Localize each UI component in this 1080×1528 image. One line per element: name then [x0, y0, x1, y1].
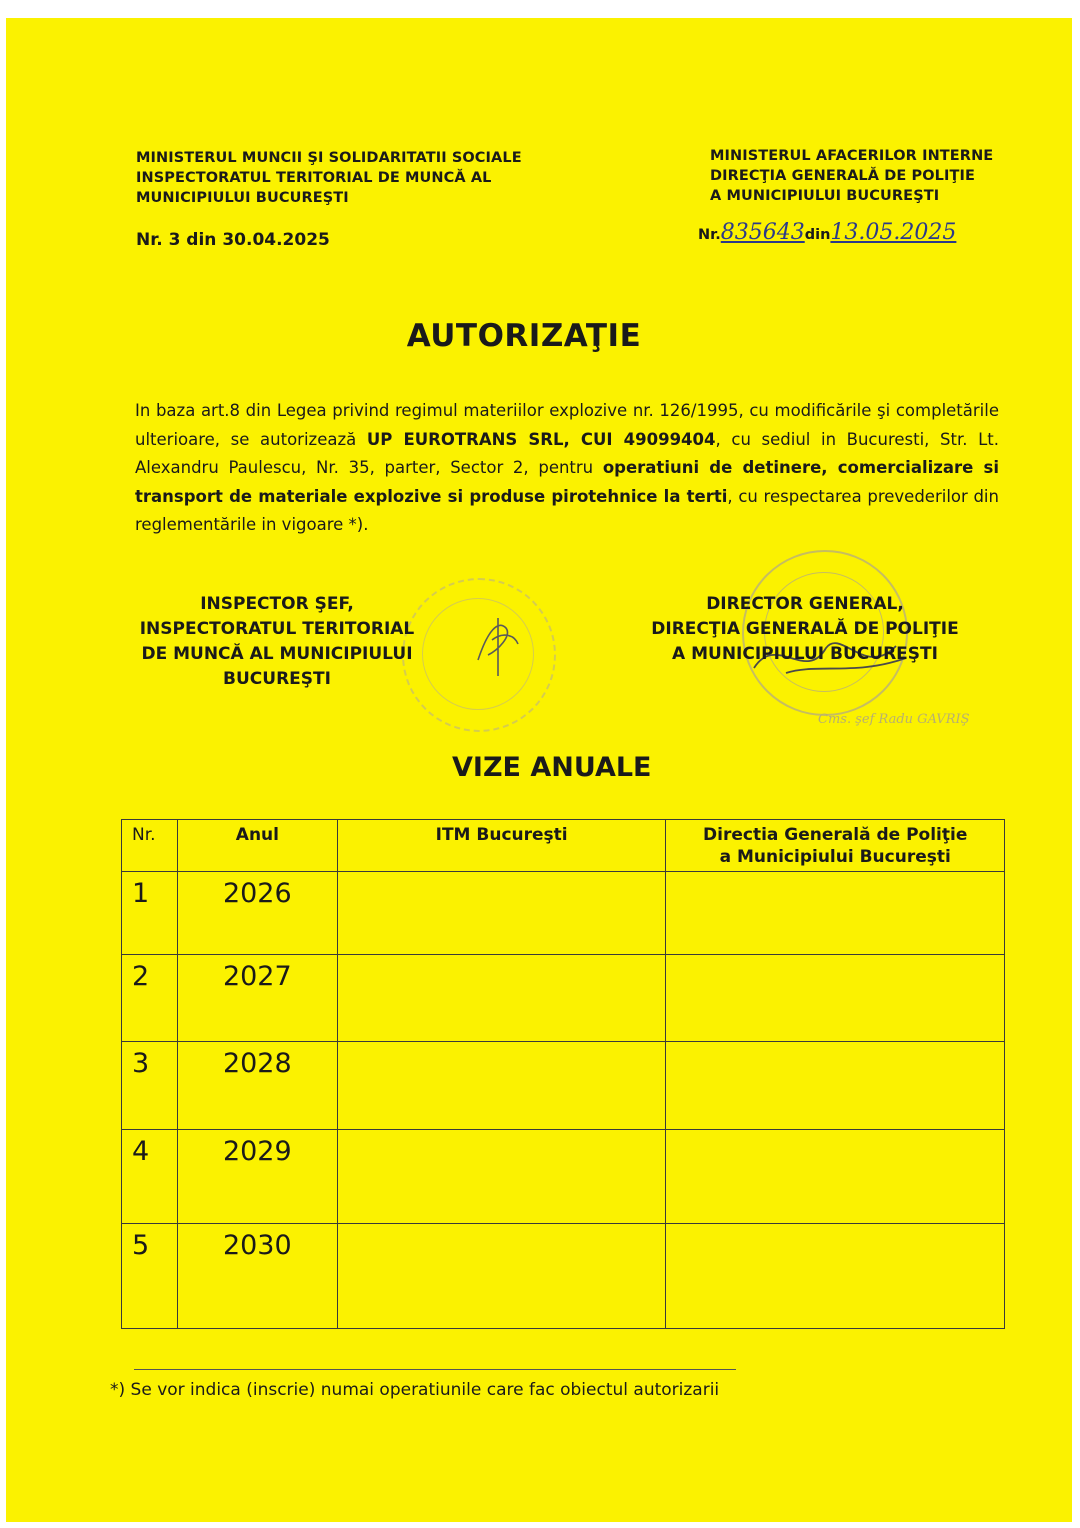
left-sig-line-1: INSPECTOR ŞEF,: [200, 594, 354, 614]
row-year: 2027: [177, 955, 337, 1042]
document-title: AUTORIZAŢIE: [406, 318, 642, 354]
right-header-line-1: MINISTERUL AFACERILOR INTERNE: [710, 148, 994, 164]
left-header-line-2: INSPECTORATUL TERITORIAL DE MUNCĂ AL: [136, 170, 492, 186]
left-sig-line-2: INSPECTORATUL TERITORIAL: [139, 619, 415, 639]
body-part-2: , cu sediul in Bucuresti, Str. Lt. Alexandru Paulescu, Nr. 35, parter, Sector 2, pentru: [135, 429, 1000, 477]
header-dgp: [666, 820, 1005, 872]
table-row: [122, 1224, 1005, 1329]
row-itm-visa: [337, 1042, 666, 1130]
right-signature-block: [640, 592, 970, 667]
row-nr: 3: [122, 1042, 178, 1130]
handwritten-date: 13.05.2025: [830, 220, 957, 245]
table-row: [122, 872, 1005, 955]
row-nr: 4: [122, 1130, 178, 1224]
header-dgp-line-1: Directia Generală de Poliţie: [703, 825, 968, 845]
header-nr: Nr.: [122, 820, 178, 872]
row-year: 2028: [177, 1042, 337, 1130]
signatory-name: Cms. şef Radu GAVRIŞ: [818, 712, 970, 727]
authorized-operations: operatiuni de detinere, comercializare si transport de materiale explozive si produse pirotehnice la terti: [135, 458, 999, 506]
left-sig-line-3: DE MUNCĂ AL MUNICIPIULUI BUCUREŞTI: [141, 644, 413, 689]
nr-label: Nr.: [698, 227, 721, 243]
right-sig-line-1: DIRECTOR GENERAL,: [706, 594, 904, 614]
left-registration-number: Nr. 3 din 30.04.2025: [136, 230, 330, 250]
row-dgp-visa: [666, 1224, 1005, 1329]
left-header-line-1: MINISTERUL MUNCII ŞI SOLIDARITATII SOCIALE: [136, 150, 522, 166]
footnote: *) Se vor indica (inscrie) numai operatiunile care fac obiectul autorizarii: [110, 1380, 720, 1400]
row-itm-visa: [337, 955, 666, 1042]
din-label: din: [804, 227, 831, 243]
header-dgp-line-2: a Municipiului Bucureşti: [719, 847, 951, 867]
row-nr: 2: [122, 955, 178, 1042]
row-dgp-visa: [666, 1130, 1005, 1224]
right-registration-number: [698, 220, 956, 245]
row-itm-visa: [337, 872, 666, 955]
row-nr: 5: [122, 1224, 178, 1329]
table-row: [122, 1130, 1005, 1224]
row-dgp-visa: [666, 955, 1005, 1042]
footnote-divider: [134, 1369, 736, 1370]
company-name: UP EUROTRANS SRL, CUI 49099404: [366, 429, 716, 449]
right-header: [710, 146, 993, 206]
visas-table: [121, 819, 1005, 1329]
row-year: 2029: [177, 1130, 337, 1224]
right-sig-line-3: A MUNICIPIULUI BUCUREŞTI: [672, 644, 938, 664]
body-part-1: In baza art.8 din Legea privind regimul materiilor explozive nr. 126/1995, cu modificările şi completările ulterioare, se autorizează: [135, 401, 999, 449]
left-header: [136, 148, 522, 208]
header-itm: ITM Bucureşti: [337, 820, 666, 872]
left-signature-block: [112, 592, 442, 692]
table-row: [122, 1042, 1005, 1130]
left-header-line-3: MUNICIPIULUI BUCUREŞTI: [136, 190, 349, 206]
row-year: 2026: [177, 872, 337, 955]
body-part-3: , cu respectarea prevederilor din reglementările in vigoare *).: [135, 486, 999, 534]
visas-title: VIZE ANUALE: [452, 752, 652, 783]
authorization-text: [135, 397, 999, 540]
table-header-row: [122, 820, 1005, 872]
handwritten-number: 835643: [720, 220, 805, 245]
row-dgp-visa: [666, 872, 1005, 955]
right-sig-line-2: DIRECŢIA GENERALĂ DE POLIŢIE: [651, 619, 959, 639]
row-year: 2030: [177, 1224, 337, 1329]
row-itm-visa: [337, 1130, 666, 1224]
row-dgp-visa: [666, 1042, 1005, 1130]
itm-signature: [468, 610, 528, 680]
table-row: [122, 955, 1005, 1042]
right-header-line-2: DIRECŢIA GENERALĂ DE POLIŢIE: [710, 168, 976, 184]
row-nr: 1: [122, 872, 178, 955]
right-header-line-3: A MUNICIPIULUI BUCUREŞTI: [710, 188, 940, 204]
header-year: Anul: [177, 820, 337, 872]
row-itm-visa: [337, 1224, 666, 1329]
